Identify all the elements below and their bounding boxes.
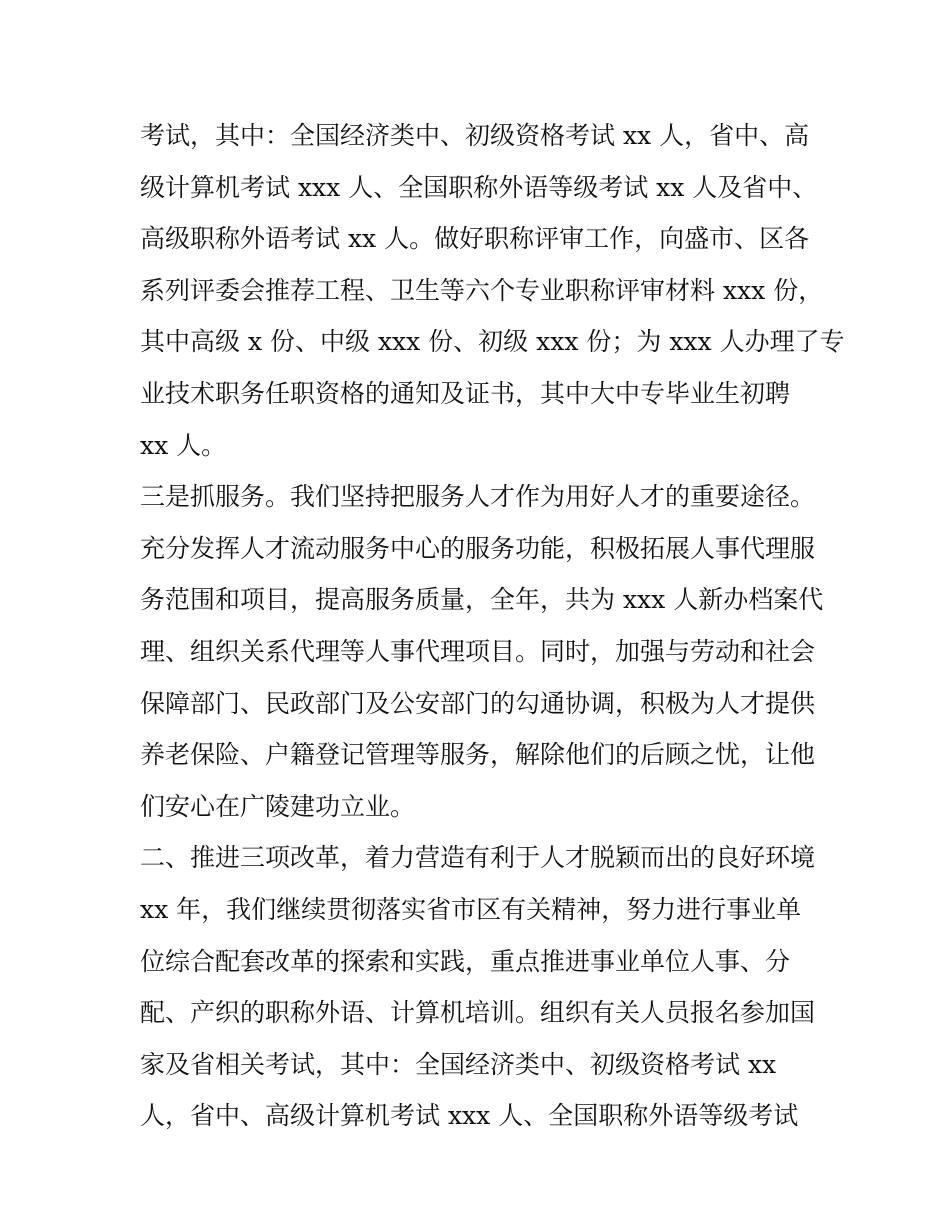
text-line: 系列评委会推荐工程、卫生等六个专业职称评审材料 xxx 份， (140, 275, 824, 305)
text-line: 其中高级 x 份、中级 xxx 份、初级 xxx 份；为 xxx 人办理了专 (140, 327, 845, 357)
text-line: 充分发挥人才流动服务中心的服务功能，积极拓展人事代理服 (140, 533, 816, 563)
text-line: 家及省相关考试，其中：全国经济类中、初级资格考试 xx (140, 1049, 777, 1079)
text-line: xx 人。 (140, 430, 227, 460)
text-line: 配、产织的职称外语、计算机培训。组织有关人员报名参加国 (140, 998, 816, 1028)
text-line: xx 年，我们继续贯彻落实省市区有关精神，努力进行事业单 (140, 894, 802, 924)
text-line: 级计算机考试 xxx 人、全国职称外语等级考试 xx 人及省中、 (140, 172, 818, 202)
text-line: 务范围和项目，提高服务质量，全年，共为 xxx 人新办档案代 (140, 585, 824, 615)
text-line: 养老保险、户籍登记管理等服务，解除他们的后顾之忧，让他 (140, 740, 816, 770)
text-line: 三是抓服务。我们坚持把服务人才作为用好人才的重要途径。 (140, 482, 816, 512)
text-line: 人，省中、高级计算机考试 xxx 人、全国职称外语等级考试 (140, 1101, 799, 1131)
text-line: 业技术职务任职资格的通知及证书，其中大中专毕业生初聘 (140, 378, 791, 408)
text-line: 高级职称外语考试 xx 人。做好职称评审工作，向盛市、区各 (140, 224, 810, 254)
document-body (140, 110, 845, 1142)
text-line: 位综合配套改革的探索和实践，重点推进事业单位人事、分 (140, 946, 791, 976)
text-line: 们安心在广陵建功立业。 (140, 791, 416, 821)
text-line: 考试，其中：全国经济类中、初级资格考试 xx 人，省中、高 (140, 121, 810, 150)
text-line: 理、组织关系代理等人事代理项目。同时，加强与劳动和社会 (140, 636, 816, 666)
text-line: 保障部门、民政部门及公安部门的勾通协调，积极为人才提供 (140, 688, 816, 718)
section-heading: 二、推进三项改革，着力营造有利于人才脱颖而出的良好环境 (140, 843, 816, 873)
